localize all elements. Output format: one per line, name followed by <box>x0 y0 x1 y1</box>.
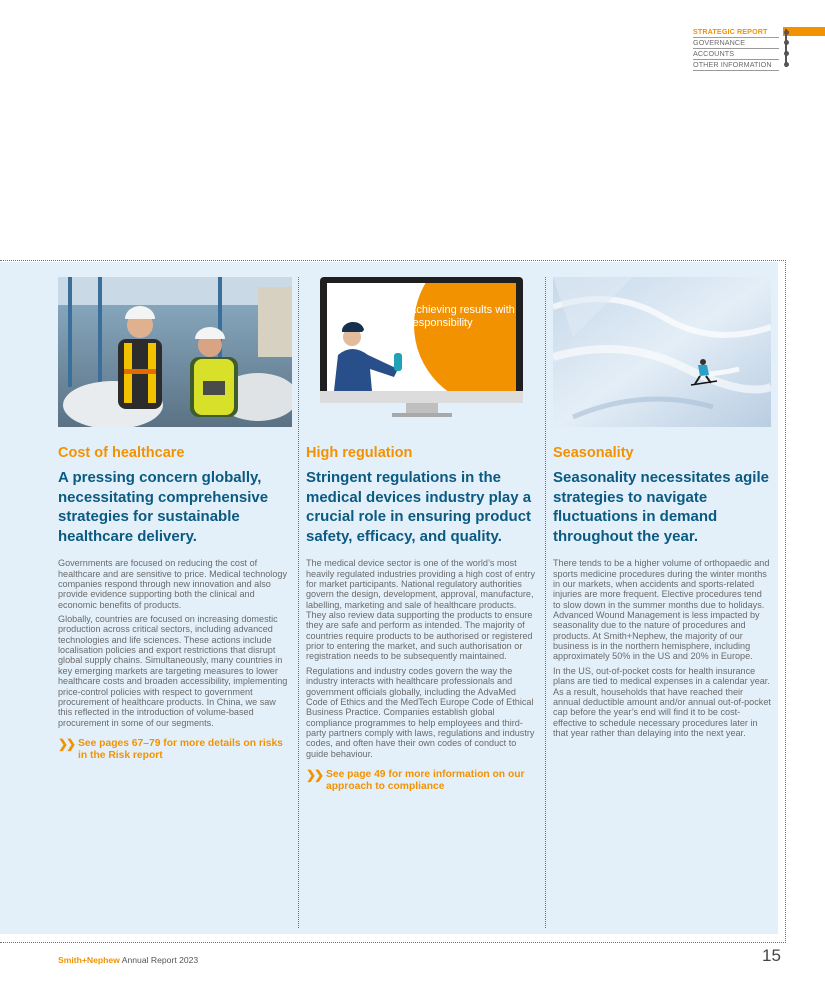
column-title: Seasonality <box>553 445 634 461</box>
nav-marker-dot <box>784 30 789 35</box>
double-chevron-right-icon: ❯❯ <box>306 767 323 782</box>
nav-strategic-report[interactable]: STRATEGIC REPORT <box>693 27 779 38</box>
body-paragraph: There tends to be a higher volume of orthopaedic and sports medicine procedures during the winter months in our markets, when accidents and sports-related injuries are more frequent. Elective procedures tend to slow down in the summer months due to holidays. Advanced Wound Management is less impacted by seasonality due to the nature of procedures and products. At Smith+Nephew, the majority of our business is in the northern hemisphere, including approximately 50% in the US and 20% in Europe. <box>553 558 770 662</box>
see-more-link[interactable] <box>306 769 538 794</box>
column-subtitle: A pressing concern globally, necessitating comprehensive strategies for sustainable healthcare delivery. <box>58 469 269 545</box>
body-paragraph: Regulations and industry codes govern the way the industry interacts with healthcare professionals and government officials globally, including the AdvaMed Code of Ethics and the MedTech Europe Code of Ethical Business Practice. Companies establish global compliance programmes to help employees and third-party partners comply with laws, regulations and industry codes, and often have their own codes of conduct to guide behaviour. <box>306 665 535 759</box>
column-divider <box>298 277 299 928</box>
compliance-report-monitor <box>306 277 538 427</box>
column-high-regulation <box>306 277 538 794</box>
body-paragraph: The medical device sector is one of the world’s most heavily regulated industries providing a high cost of entry for market participants. National regulatory authorities govern the design, development, approval, manufacture, labelling, marketing and sale of healthcare products. They also review data supporting the products to ensure they are safe and perform as intended. The majority of countries require products to be authorised or registered prior to entering the market, and such authorisation or registration needs to be subsequently maintained. <box>306 558 535 662</box>
monitor-headline: Achieving results with responsibility <box>409 304 515 329</box>
column-subtitle: Stringent regulations in the medical devices industry play a crucial role in ensuring product safety, efficacy, and quality. <box>306 469 532 545</box>
see-more-label: See pages 67–79 for more details on risks in the Risk report <box>78 737 283 762</box>
section-nav <box>693 27 779 71</box>
active-section-tab <box>783 27 825 36</box>
nav-marker-dot <box>784 40 789 45</box>
report-name: Annual Report 2023 <box>121 955 199 965</box>
column-seasonality <box>553 277 771 742</box>
nav-marker-dot <box>784 62 789 67</box>
workers-hardhats-photo <box>58 277 292 427</box>
footer-report-title <box>58 955 198 965</box>
nav-other-information[interactable]: OTHER INFORMATION <box>693 60 779 71</box>
column-title: High regulation <box>306 445 413 461</box>
see-more-link[interactable] <box>58 738 292 763</box>
column-cost-of-healthcare <box>58 277 292 763</box>
double-chevron-right-icon: ❯❯ <box>58 736 75 751</box>
page-number: 15 <box>762 946 781 965</box>
panel-border-right <box>785 260 786 943</box>
body-paragraph: Governments are focused on reducing the cost of healthcare and are sensitive to price. Medical technology companies respond through new innovation and also provide evidence supporting both the clinical and economic benefits of products. <box>58 558 287 610</box>
skier-snow-slope-photo <box>553 277 771 427</box>
see-more-label: See page 49 for more information on our approach to compliance <box>326 768 525 793</box>
nav-marker-dot <box>784 51 789 56</box>
column-subtitle: Seasonality necessitates agile strategies to navigate fluctuations in demand throughout the year. <box>553 469 769 545</box>
panel-border-bottom <box>0 942 786 943</box>
body-paragraph: In the US, out-of-pocket costs for health insurance plans are tied to medical expenses in a calendar year. As a result, households that have reached their annual deductible amount and/or annual out-of-pocket cap before the year’s end will find it to be cost-effective to schedule necessary procedures later in that year rather than delaying into the next year. <box>553 665 771 738</box>
column-title: Cost of healthcare <box>58 445 185 461</box>
panel-border-top <box>0 260 786 261</box>
column-divider <box>545 277 546 928</box>
column-body <box>58 558 292 728</box>
brand-name: Smith+Nephew <box>58 955 120 965</box>
nav-accounts[interactable]: ACCOUNTS <box>693 49 779 60</box>
nav-governance[interactable]: GOVERNANCE <box>693 38 779 49</box>
column-body <box>553 558 771 738</box>
column-body <box>306 558 538 759</box>
body-paragraph: Globally, countries are focused on increasing domestic production across critical sectors, including advanced technologies and life sciences. These actions include localisation policies and export restrictions that disrupt global supply chains. Simultaneously, many countries in key emerging markets are targeting measures to lower healthcare costs and broaden accessibility, implementing price-control policies with respect to government procurement of healthcare products. In China, we saw this reflected in the introduction of volume-based procurement in some of our segments. <box>58 614 288 728</box>
